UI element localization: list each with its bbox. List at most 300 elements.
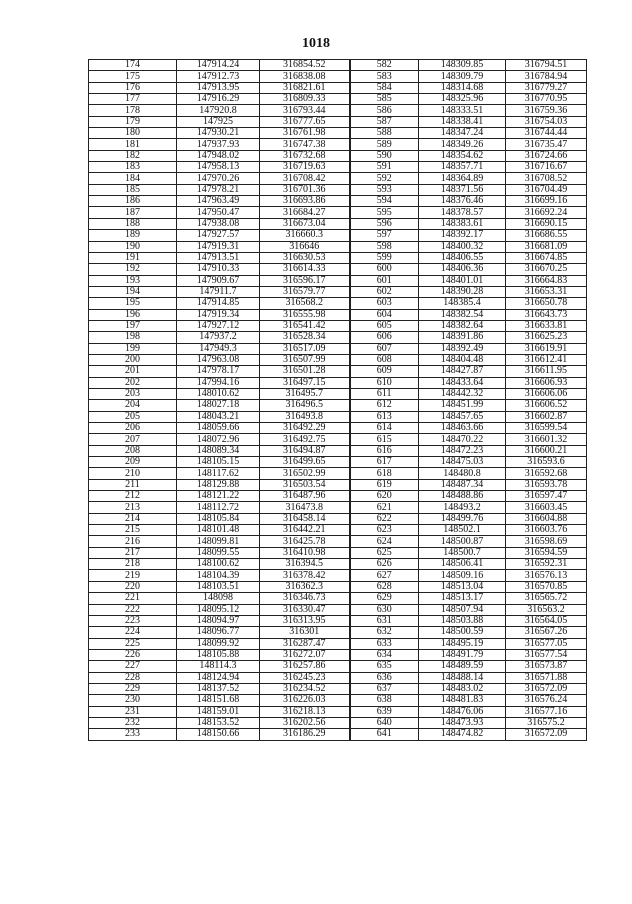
y-coordinate-right: 316664.83 (506, 275, 587, 286)
table-row (89, 128, 587, 139)
y-coordinate-right: 316681.09 (506, 241, 587, 252)
x-coordinate-left: 148150.66 (177, 729, 260, 740)
x-coordinate-left: 147919.34 (177, 309, 260, 320)
x-coordinate-left: 148124.94 (177, 672, 260, 683)
y-coordinate-right: 316567.26 (506, 627, 587, 638)
x-coordinate-right: 148433.64 (419, 377, 506, 388)
point-number-left: 216 (89, 536, 177, 547)
x-coordinate-left: 147916.29 (177, 94, 260, 105)
x-coordinate-left: 148159.01 (177, 706, 260, 717)
point-number-left: 180 (89, 128, 177, 139)
table-row (89, 366, 587, 377)
x-coordinate-left: 147925 (177, 116, 260, 127)
y-coordinate-left: 316614.33 (260, 264, 350, 275)
y-coordinate-left: 316287.47 (260, 638, 350, 649)
y-coordinate-right: 316604.88 (506, 513, 587, 524)
y-coordinate-right: 316612.41 (506, 354, 587, 365)
y-coordinate-left: 316473.8 (260, 502, 350, 513)
point-number-left: 220 (89, 581, 177, 592)
point-number-left: 205 (89, 411, 177, 422)
point-number-right: 625 (350, 547, 419, 558)
y-coordinate-right: 316603.76 (506, 525, 587, 536)
x-coordinate-right: 148349.26 (419, 139, 506, 150)
x-coordinate-right: 148513.04 (419, 581, 506, 592)
point-number-right: 602 (350, 286, 419, 297)
x-coordinate-left: 148114.3 (177, 661, 260, 672)
y-coordinate-right: 316779.27 (506, 82, 587, 93)
point-number-right: 623 (350, 525, 419, 536)
point-number-left: 192 (89, 264, 177, 275)
y-coordinate-right: 316600.21 (506, 445, 587, 456)
x-coordinate-right: 148470.22 (419, 434, 506, 445)
y-coordinate-left: 316301 (260, 627, 350, 638)
x-coordinate-right: 148382.64 (419, 320, 506, 331)
x-coordinate-right: 148513.17 (419, 593, 506, 604)
page-number: 1018 (302, 36, 330, 51)
table-row (89, 683, 587, 694)
y-coordinate-left: 316257.86 (260, 661, 350, 672)
point-number-right: 596 (350, 218, 419, 229)
x-coordinate-left: 147937.2 (177, 332, 260, 343)
x-coordinate-right: 148354.62 (419, 150, 506, 161)
point-number-left: 195 (89, 298, 177, 309)
point-number-left: 193 (89, 275, 177, 286)
point-number-right: 637 (350, 683, 419, 694)
y-coordinate-left: 316555.98 (260, 309, 350, 320)
y-coordinate-left: 316596.17 (260, 275, 350, 286)
x-coordinate-left: 148104.39 (177, 570, 260, 581)
x-coordinate-left: 147963.49 (177, 196, 260, 207)
point-number-right: 639 (350, 706, 419, 717)
point-number-left: 204 (89, 400, 177, 411)
y-coordinate-left: 316495.7 (260, 388, 350, 399)
y-coordinate-right: 316670.25 (506, 264, 587, 275)
x-coordinate-right: 148390.28 (419, 286, 506, 297)
x-coordinate-right: 148391.86 (419, 332, 506, 343)
point-number-left: 210 (89, 468, 177, 479)
table-row (89, 184, 587, 195)
point-number-right: 587 (350, 116, 419, 127)
x-coordinate-right: 148400.32 (419, 241, 506, 252)
table-row (89, 411, 587, 422)
x-coordinate-left: 148105.84 (177, 513, 260, 524)
y-coordinate-left: 316528.34 (260, 332, 350, 343)
y-coordinate-right: 316625.23 (506, 332, 587, 343)
x-coordinate-left: 148103.51 (177, 581, 260, 592)
y-coordinate-right: 316735.47 (506, 139, 587, 150)
point-number-right: 634 (350, 649, 419, 660)
table-row (89, 320, 587, 331)
table-row (89, 241, 587, 252)
y-coordinate-right: 316704.49 (506, 184, 587, 195)
table-row (89, 423, 587, 434)
y-coordinate-right: 316606.52 (506, 400, 587, 411)
coordinates-table (88, 59, 587, 741)
x-coordinate-right: 148476.06 (419, 706, 506, 717)
x-coordinate-left: 147914.24 (177, 60, 260, 71)
x-coordinate-right: 148357.71 (419, 162, 506, 173)
y-coordinate-left: 316673.04 (260, 218, 350, 229)
y-coordinate-left: 316494.87 (260, 445, 350, 456)
y-coordinate-right: 316571.88 (506, 672, 587, 683)
table-row (89, 162, 587, 173)
x-coordinate-left: 147909.67 (177, 275, 260, 286)
y-coordinate-left: 316854.52 (260, 60, 350, 71)
table-row (89, 593, 587, 604)
table-row (89, 468, 587, 479)
y-coordinate-right: 316708.52 (506, 173, 587, 184)
y-coordinate-right: 316563.2 (506, 604, 587, 615)
y-coordinate-right: 316577.16 (506, 706, 587, 717)
y-coordinate-right: 316573.87 (506, 661, 587, 672)
table-row (89, 196, 587, 207)
x-coordinate-right: 148451.99 (419, 400, 506, 411)
table-row (89, 94, 587, 105)
point-number-right: 619 (350, 479, 419, 490)
y-coordinate-left: 316234.52 (260, 683, 350, 694)
x-coordinate-right: 148406.36 (419, 264, 506, 275)
x-coordinate-left: 148027.18 (177, 400, 260, 411)
table-row (89, 230, 587, 241)
x-coordinate-right: 148463.66 (419, 423, 506, 434)
point-number-left: 233 (89, 729, 177, 740)
point-number-right: 632 (350, 627, 419, 638)
x-coordinate-right: 148506.41 (419, 559, 506, 570)
table-row (89, 298, 587, 309)
point-number-left: 211 (89, 479, 177, 490)
x-coordinate-right: 148488.86 (419, 491, 506, 502)
y-coordinate-right: 316650.78 (506, 298, 587, 309)
y-coordinate-right: 316564.05 (506, 615, 587, 626)
y-coordinate-left: 316186.29 (260, 729, 350, 740)
x-coordinate-left: 148043.21 (177, 411, 260, 422)
point-number-left: 178 (89, 105, 177, 116)
y-coordinate-right: 316572.09 (506, 683, 587, 694)
table-row (89, 275, 587, 286)
point-number-right: 604 (350, 309, 419, 320)
point-number-right: 628 (350, 581, 419, 592)
x-coordinate-left: 148117.62 (177, 468, 260, 479)
x-coordinate-left: 148112.72 (177, 502, 260, 513)
table-row (89, 434, 587, 445)
x-coordinate-right: 148503.88 (419, 615, 506, 626)
point-number-right: 585 (350, 94, 419, 105)
point-number-right: 601 (350, 275, 419, 286)
y-coordinate-right: 316690.15 (506, 218, 587, 229)
point-number-right: 638 (350, 695, 419, 706)
point-number-left: 209 (89, 457, 177, 468)
x-coordinate-left: 148094.97 (177, 615, 260, 626)
point-number-left: 188 (89, 218, 177, 229)
point-number-left: 219 (89, 570, 177, 581)
x-coordinate-left: 148099.55 (177, 547, 260, 558)
x-coordinate-right: 148500.7 (419, 547, 506, 558)
y-coordinate-right: 316754.03 (506, 116, 587, 127)
point-number-right: 589 (350, 139, 419, 150)
point-number-left: 175 (89, 71, 177, 82)
table-row (89, 581, 587, 592)
table-row (89, 354, 587, 365)
y-coordinate-left: 316503.54 (260, 479, 350, 490)
point-number-right: 582 (350, 60, 419, 71)
x-coordinate-left: 147937.93 (177, 139, 260, 150)
y-coordinate-left: 316394.5 (260, 559, 350, 570)
point-number-left: 182 (89, 150, 177, 161)
x-coordinate-left: 147913.51 (177, 252, 260, 263)
x-coordinate-left: 148099.92 (177, 638, 260, 649)
table-row (89, 139, 587, 150)
table-row (89, 672, 587, 683)
point-number-right: 594 (350, 196, 419, 207)
point-number-right: 610 (350, 377, 419, 388)
table-row (89, 252, 587, 263)
y-coordinate-right: 316716.67 (506, 162, 587, 173)
y-coordinate-left: 316507.99 (260, 354, 350, 365)
y-coordinate-left: 316362.3 (260, 581, 350, 592)
x-coordinate-right: 148483.02 (419, 683, 506, 694)
point-number-left: 176 (89, 82, 177, 93)
x-coordinate-left: 147963.08 (177, 354, 260, 365)
y-coordinate-left: 316492.29 (260, 423, 350, 434)
x-coordinate-left: 148129.88 (177, 479, 260, 490)
x-coordinate-right: 148502.1 (419, 525, 506, 536)
y-coordinate-left: 316660.3 (260, 230, 350, 241)
y-coordinate-left: 316777.65 (260, 116, 350, 127)
y-coordinate-right: 316692.24 (506, 207, 587, 218)
y-coordinate-left: 316245.23 (260, 672, 350, 683)
table-row (89, 218, 587, 229)
x-coordinate-left: 148137.52 (177, 683, 260, 694)
point-number-left: 206 (89, 423, 177, 434)
point-number-right: 629 (350, 593, 419, 604)
y-coordinate-left: 316838.08 (260, 71, 350, 82)
y-coordinate-right: 316576.13 (506, 570, 587, 581)
point-number-right: 590 (350, 150, 419, 161)
table-row (89, 400, 587, 411)
point-number-right: 593 (350, 184, 419, 195)
table-row (89, 71, 587, 82)
point-number-right: 614 (350, 423, 419, 434)
x-coordinate-right: 148382.54 (419, 309, 506, 320)
x-coordinate-left: 147938.08 (177, 218, 260, 229)
point-number-right: 600 (350, 264, 419, 275)
x-coordinate-right: 148489.59 (419, 661, 506, 672)
y-coordinate-right: 316724.66 (506, 150, 587, 161)
y-coordinate-left: 316501.28 (260, 366, 350, 377)
y-coordinate-left: 316630.53 (260, 252, 350, 263)
y-coordinate-right: 316603.45 (506, 502, 587, 513)
table-row (89, 60, 587, 71)
point-number-left: 184 (89, 173, 177, 184)
y-coordinate-right: 316577.54 (506, 649, 587, 660)
point-number-left: 202 (89, 377, 177, 388)
y-coordinate-left: 316346.73 (260, 593, 350, 604)
point-number-right: 588 (350, 128, 419, 139)
table-row (89, 695, 587, 706)
x-coordinate-right: 148309.79 (419, 71, 506, 82)
point-number-right: 612 (350, 400, 419, 411)
table-row (89, 615, 587, 626)
x-coordinate-left: 148010.62 (177, 388, 260, 399)
y-coordinate-right: 316674.85 (506, 252, 587, 263)
point-number-left: 208 (89, 445, 177, 456)
x-coordinate-right: 148427.87 (419, 366, 506, 377)
x-coordinate-right: 148475.03 (419, 457, 506, 468)
table-row (89, 309, 587, 320)
x-coordinate-left: 148059.66 (177, 423, 260, 434)
point-number-right: 606 (350, 332, 419, 343)
table-row (89, 570, 587, 581)
point-number-right: 631 (350, 615, 419, 626)
table-row (89, 491, 587, 502)
x-coordinate-left: 148089.34 (177, 445, 260, 456)
y-coordinate-right: 316594.59 (506, 547, 587, 558)
y-coordinate-right: 316619.91 (506, 343, 587, 354)
table-row (89, 502, 587, 513)
x-coordinate-right: 148500.59 (419, 627, 506, 638)
x-coordinate-right: 148499.76 (419, 513, 506, 524)
x-coordinate-right: 148473.93 (419, 717, 506, 728)
x-coordinate-right: 148457.65 (419, 411, 506, 422)
point-number-right: 640 (350, 717, 419, 728)
x-coordinate-right: 148500.87 (419, 536, 506, 547)
y-coordinate-right: 316575.2 (506, 717, 587, 728)
y-coordinate-right: 316576.24 (506, 695, 587, 706)
table-row (89, 457, 587, 468)
y-coordinate-right: 316794.51 (506, 60, 587, 71)
x-coordinate-right: 148481.83 (419, 695, 506, 706)
point-number-left: 181 (89, 139, 177, 150)
table-row (89, 547, 587, 558)
point-number-left: 221 (89, 593, 177, 604)
point-number-left: 187 (89, 207, 177, 218)
y-coordinate-left: 316793.44 (260, 105, 350, 116)
x-coordinate-left: 147949.3 (177, 343, 260, 354)
y-coordinate-right: 316699.16 (506, 196, 587, 207)
x-coordinate-right: 148507.94 (419, 604, 506, 615)
table-row (89, 717, 587, 728)
x-coordinate-left: 148095.12 (177, 604, 260, 615)
y-coordinate-left: 316701.36 (260, 184, 350, 195)
x-coordinate-left: 148105.15 (177, 457, 260, 468)
x-coordinate-right: 148364.89 (419, 173, 506, 184)
x-coordinate-right: 148383.61 (419, 218, 506, 229)
point-number-left: 189 (89, 230, 177, 241)
table-row (89, 445, 587, 456)
point-number-left: 226 (89, 649, 177, 660)
y-coordinate-right: 316593.6 (506, 457, 587, 468)
x-coordinate-left: 147978.17 (177, 366, 260, 377)
y-coordinate-right: 316565.72 (506, 593, 587, 604)
x-coordinate-right: 148333.51 (419, 105, 506, 116)
x-coordinate-left: 147914.85 (177, 298, 260, 309)
x-coordinate-left: 147948.02 (177, 150, 260, 161)
y-coordinate-right: 316759.36 (506, 105, 587, 116)
y-coordinate-right: 316633.81 (506, 320, 587, 331)
table-row (89, 638, 587, 649)
table-row (89, 377, 587, 388)
point-number-right: 583 (350, 71, 419, 82)
x-coordinate-left: 147920.8 (177, 105, 260, 116)
y-coordinate-left: 316517.09 (260, 343, 350, 354)
x-coordinate-left: 147978.21 (177, 184, 260, 195)
y-coordinate-right: 316577.05 (506, 638, 587, 649)
table-row (89, 332, 587, 343)
table-row (89, 343, 587, 354)
y-coordinate-left: 316272.07 (260, 649, 350, 660)
point-number-left: 201 (89, 366, 177, 377)
x-coordinate-right: 148392.49 (419, 343, 506, 354)
y-coordinate-left: 316747.38 (260, 139, 350, 150)
point-number-left: 218 (89, 559, 177, 570)
point-number-right: 597 (350, 230, 419, 241)
y-coordinate-left: 316425.78 (260, 536, 350, 547)
table-row (89, 536, 587, 547)
point-number-left: 186 (89, 196, 177, 207)
y-coordinate-left: 316809.33 (260, 94, 350, 105)
x-coordinate-left: 148105.88 (177, 649, 260, 660)
point-number-left: 194 (89, 286, 177, 297)
x-coordinate-right: 148325.96 (419, 94, 506, 105)
point-number-left: 212 (89, 491, 177, 502)
point-number-left: 229 (89, 683, 177, 694)
table-row (89, 706, 587, 717)
x-coordinate-right: 148406.55 (419, 252, 506, 263)
point-number-left: 227 (89, 661, 177, 672)
y-coordinate-right: 316593.78 (506, 479, 587, 490)
y-coordinate-right: 316592.31 (506, 559, 587, 570)
x-coordinate-right: 148474.82 (419, 729, 506, 740)
point-number-left: 177 (89, 94, 177, 105)
point-number-left: 199 (89, 343, 177, 354)
point-number-right: 633 (350, 638, 419, 649)
point-number-left: 232 (89, 717, 177, 728)
y-coordinate-left: 316410.98 (260, 547, 350, 558)
point-number-right: 636 (350, 672, 419, 683)
y-coordinate-right: 316592.68 (506, 468, 587, 479)
point-number-right: 618 (350, 468, 419, 479)
point-number-right: 613 (350, 411, 419, 422)
point-number-right: 615 (350, 434, 419, 445)
x-coordinate-left: 147927.12 (177, 320, 260, 331)
y-coordinate-left: 316493.8 (260, 411, 350, 422)
table-row (89, 525, 587, 536)
point-number-right: 611 (350, 388, 419, 399)
y-coordinate-left: 316719.63 (260, 162, 350, 173)
point-number-left: 228 (89, 672, 177, 683)
y-coordinate-left: 316579.77 (260, 286, 350, 297)
table-row (89, 173, 587, 184)
point-number-right: 607 (350, 343, 419, 354)
y-coordinate-right: 316784.94 (506, 71, 587, 82)
point-number-right: 603 (350, 298, 419, 309)
x-coordinate-right: 148371.56 (419, 184, 506, 195)
point-number-right: 586 (350, 105, 419, 116)
point-number-right: 626 (350, 559, 419, 570)
y-coordinate-left: 316761.98 (260, 128, 350, 139)
table-row (89, 649, 587, 660)
x-coordinate-left: 148121.22 (177, 491, 260, 502)
point-number-right: 599 (350, 252, 419, 263)
x-coordinate-right: 148392.17 (419, 230, 506, 241)
y-coordinate-right: 316611.95 (506, 366, 587, 377)
x-coordinate-left: 148072.96 (177, 434, 260, 445)
y-coordinate-right: 316686.55 (506, 230, 587, 241)
x-coordinate-right: 148488.14 (419, 672, 506, 683)
point-number-left: 196 (89, 309, 177, 320)
y-coordinate-left: 316226.03 (260, 695, 350, 706)
table-row (89, 207, 587, 218)
